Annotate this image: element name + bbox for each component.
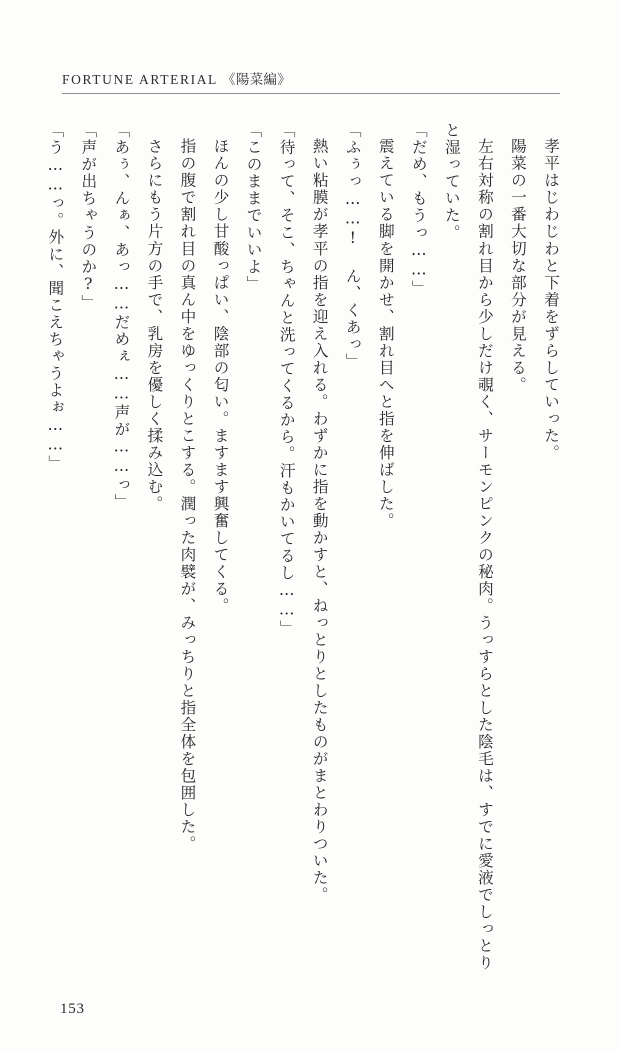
narration-paragraph: 陽菜の一番大切な部分が見える。 xyxy=(508,137,527,393)
header-rule xyxy=(62,93,560,94)
dialogue-paragraph: 「あぅ、んぁ、あっ……だめぇ……声が……っ」 xyxy=(112,122,131,511)
narration-paragraph: さらにもう片方の手で、乳房を優しく揉み込む。 xyxy=(145,137,164,512)
page-number: 153 xyxy=(60,1001,85,1017)
narration-paragraph: 熱い粘膜が孝平の指を迎え入れる。わずかに指を動かすと、ねっとりとしたものがまとわりついた。 xyxy=(310,137,329,903)
dialogue-paragraph: 「だめ、もうっ……」 xyxy=(409,122,428,297)
running-head-chapter: 《陽菜編》 xyxy=(222,72,291,87)
narration-paragraph: 孝平はじわじわと下着をずらしていった。 xyxy=(542,137,560,461)
narration-paragraph: 震えている脚を開かせ、割れ目へと指を伸ばした。 xyxy=(376,137,395,529)
body-text xyxy=(46,122,567,977)
running-head-series: FORTUNE ARTERIAL xyxy=(62,72,218,87)
dialogue-paragraph: 「う……っ。外に、聞こえちゃうよぉ……」 xyxy=(46,122,65,472)
narration-paragraph: ほんの少し甘酸っぱい、陰部の匂い。ますます興奮してくる。 xyxy=(211,137,230,614)
dialogue-paragraph: 「声が出ちゃうのか?」 xyxy=(79,122,98,312)
dialogue-paragraph: 「ふぅっ……! ん、くあっ」 xyxy=(343,122,362,370)
running-head xyxy=(62,68,291,88)
dialogue-paragraph: 「待って、そこ、ちゃんと洗ってくるから。汗もかいてるし……」 xyxy=(277,122,296,637)
narration-paragraph: 指の腹で割れ目の真ん中をゆっくりとこする。潤った肉襞が、みっちりと指全体を包囲した。 xyxy=(178,137,197,852)
dialogue-paragraph: 「このままでいいよ」 xyxy=(244,122,263,293)
narration-paragraph: 左右対称の割れ目から少しだけ覗く、サーモンピンクの秘肉。うっすらとした陰毛は、すでに愛液でしっとりと湿っていた。 xyxy=(442,122,494,971)
